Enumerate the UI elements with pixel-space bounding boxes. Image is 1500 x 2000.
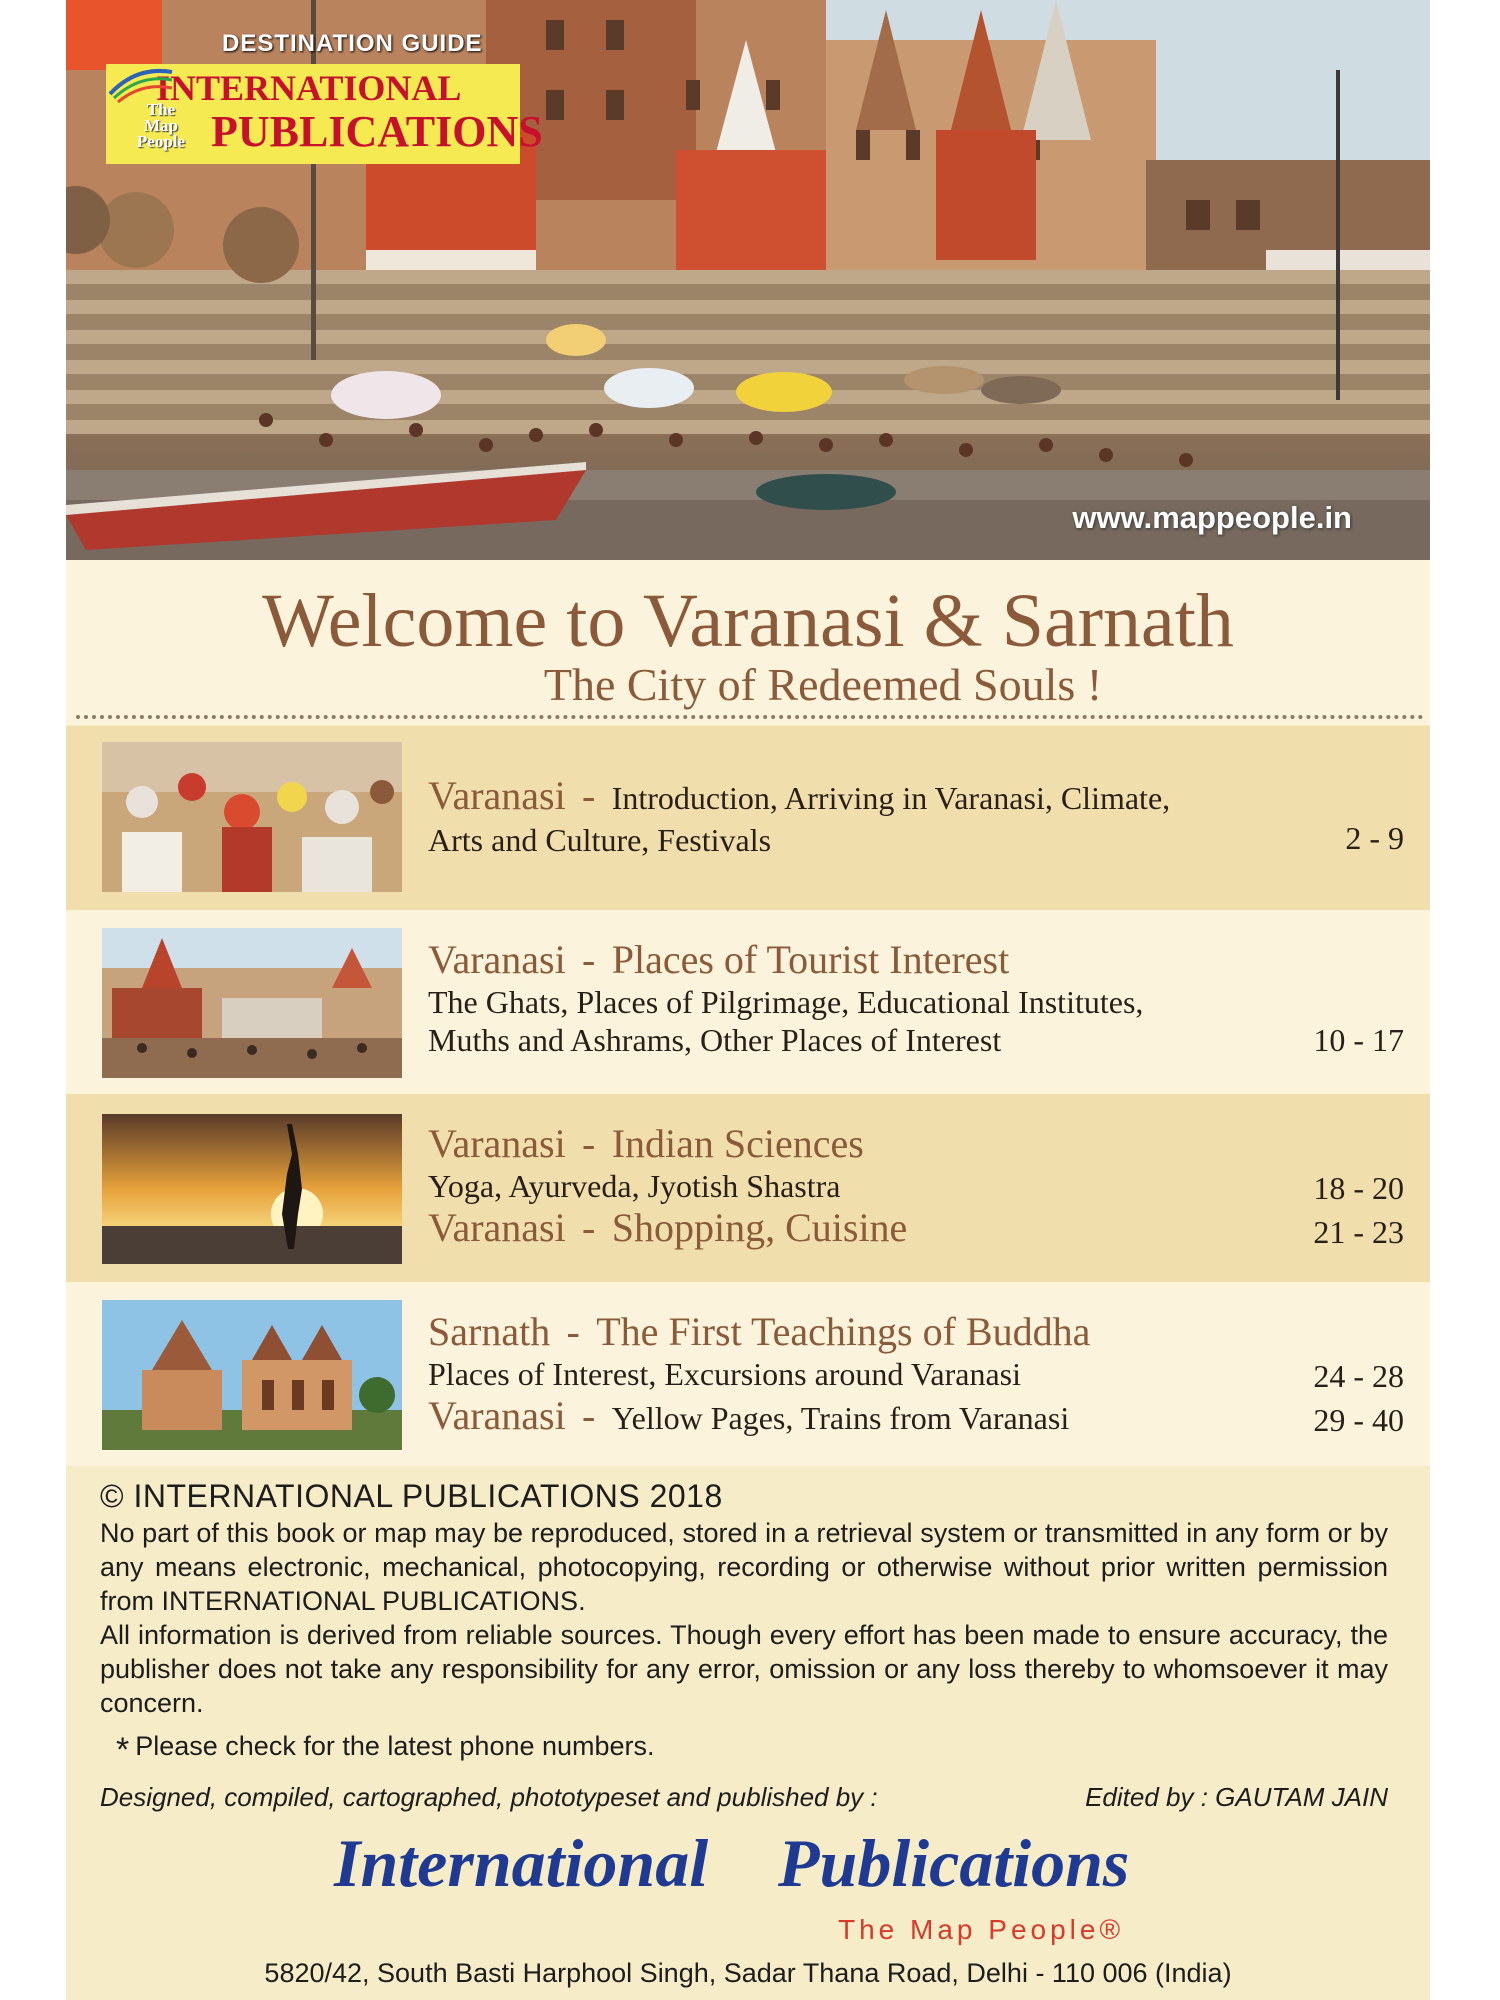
brand-tagline-line: Map [144,116,178,135]
brand-corner-strip [66,0,162,70]
credits-editor: Edited by : GAUTAM JAIN [1085,1782,1388,1812]
entry-line [428,1394,1408,1440]
phone-note [100,1726,1410,1769]
copyright-heading: © INTERNATIONAL PUBLICATIONS 2018 [100,1478,723,1514]
note-text: Please check for the latest phone numbers. [135,1731,655,1761]
entry-dash: - [582,1393,596,1438]
sarnath-temple-thumbnail [102,1300,402,1450]
brand-name-line2: PUBLICATIONS [211,107,543,156]
yoga-thumbnail [102,1114,402,1264]
disclaimer-paragraph: All information is derived from reliable sources. Though every effort has been made to ensure accuracy, the publisher does not take any responsibility for any error, omission or any loss thereby to whomsoever it may concern. [100,1620,1388,1718]
page-range: 24 - 28 [1313,1358,1404,1394]
page-subtitle: The City of Redeemed Souls ! [543,659,1103,710]
entry-place: Varanasi [428,1393,566,1438]
entry-line [428,1122,1408,1166]
contents-row-sarnath [66,1282,1430,1466]
logo-tagline: The Map People® [838,1914,1125,1945]
page-range: 18 - 20 [1313,1170,1404,1206]
note-asterisk: * [116,1731,130,1769]
entry-dash: - [582,937,596,982]
entry-line: Arts and Culture, Festivals [428,822,772,858]
logo-word-international: International [334,1825,709,1901]
entry-desc: Introduction, Arriving in Varanasi, Climate, [611,780,1171,816]
entry-place: Sarnath [428,1309,551,1354]
page-title: Welcome to Varanasi & Sarnath [262,579,1234,663]
entry-line [428,1206,1408,1250]
publisher-address: 5820/42, South Basti Harphool Singh, Sadar Thana Road, Delhi - 110 006 (India) [264,1958,1232,1988]
brand-tagline-line: People [136,132,186,151]
dotted-divider [76,715,1424,719]
brand-logo-box [106,64,543,164]
brand-tagline-line: The [146,100,176,119]
entry-dash: - [566,1309,580,1354]
title-area [66,560,1430,725]
brand-tagline [116,102,206,150]
brand-series-label: DESTINATION GUIDE [222,30,483,57]
credits-line [100,1782,1388,1818]
website-url: www.mappeople.in [1072,500,1352,535]
contents-entry [428,774,1408,860]
entry-topic: The First Teachings of Buddha [596,1309,1091,1354]
copyright-paragraph: No part of this book or map may be reproduced, stored in a retrieval system or transmitted in any form or by any means electronic, mechanical, photocopying, recording or otherwise without prior written permission from INTERNATIONAL PUBLICATIONS. [100,1518,1388,1616]
page-range: 2 - 9 [1345,820,1404,856]
entry-place: Varanasi [428,937,566,982]
entry-desc: Yellow Pages, Trains from Varanasi [611,1400,1070,1436]
contents-row-varanasi-intro [66,726,1430,910]
entry-place: Varanasi [428,1205,566,1250]
contents-entry [428,1122,1408,1250]
entry-line [428,774,1408,820]
logo-word-publications: Publications [778,1825,1130,1901]
entry-dash: - [582,773,596,818]
entry-line: Yoga, Ayurveda, Jyotish Shastra [428,1168,841,1204]
entry-line [428,1310,1408,1354]
page-range: 21 - 23 [1313,1214,1404,1250]
entry-topic: Indian Sciences [611,1121,864,1166]
contents-entry [428,1310,1408,1440]
contents-row-tourist-interest [66,910,1430,1094]
entry-line: The Ghats, Places of Pilgrimage, Educational Institutes, [428,984,1144,1020]
guide-page [66,0,1430,2000]
brand-swoosh-icon [106,64,176,104]
entry-line [428,938,1408,982]
entry-topic: Shopping, Cuisine [611,1205,908,1250]
entry-place: Varanasi [428,773,566,818]
contents-row-indian-sciences [66,1094,1430,1282]
page-range: 29 - 40 [1313,1402,1404,1438]
contents-entry [428,938,1408,1058]
entry-dash: - [582,1121,596,1166]
publisher-logo [66,1824,1430,1945]
entry-place: Varanasi [428,1121,566,1166]
page-range: 10 - 17 [1313,1022,1404,1058]
hero-photo [66,0,1430,560]
copyright-block [100,1476,1410,1769]
ghats-thumbnail [102,928,402,1078]
entry-line: Places of Interest, Excursions around Varanasi [428,1356,1022,1392]
festival-thumbnail [102,742,402,892]
entry-dash: - [582,1205,596,1250]
entry-topic: Places of Tourist Interest [611,937,1010,982]
entry-line: Muths and Ashrams, Other Places of Interest [428,1022,1002,1058]
brand-name-line1: INTERNATIONAL [156,68,462,108]
credits-publisher-label: Designed, compiled, cartographed, phototypeset and published by : [100,1782,878,1812]
